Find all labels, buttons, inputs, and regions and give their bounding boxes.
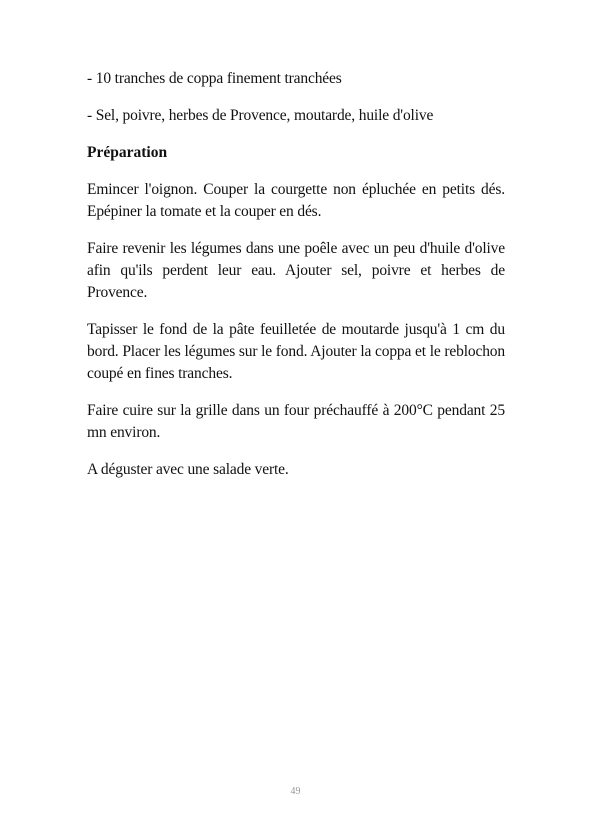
ingredient-line: - 10 tranches de coppa finement tranchées [87, 70, 342, 87]
recipe-content [87, 68, 505, 496]
section-heading: Préparation [87, 144, 168, 161]
preparation-step: Tapisser le fond de la pâte feuilletée de moutarde jusqu'à 1 cm du bord. Placer les légumes sur le fond. Ajouter la coppa et le reblochon coupé en fines tranches. [87, 321, 505, 382]
preparation-step: Emincer l'oignon. Couper la courgette non épluchée en petits dés. Epépiner la tomate et la couper en dés. [87, 181, 505, 220]
preparation-step: Faire revenir les légumes dans une poêle avec un peu d'huile d'olive afin qu'ils perdent leur eau. Ajouter sel, poivre et herbes de Provence. [87, 240, 505, 301]
preparation-step: A déguster avec une salade verte. [87, 461, 289, 478]
ingredient-line: - Sel, poivre, herbes de Provence, moutarde, huile d'olive [87, 107, 434, 124]
page-number: 49 [290, 786, 301, 797]
preparation-step: Faire cuire sur la grille dans un four préchauffé à 200°C pendant 25 mn environ. [87, 402, 505, 441]
